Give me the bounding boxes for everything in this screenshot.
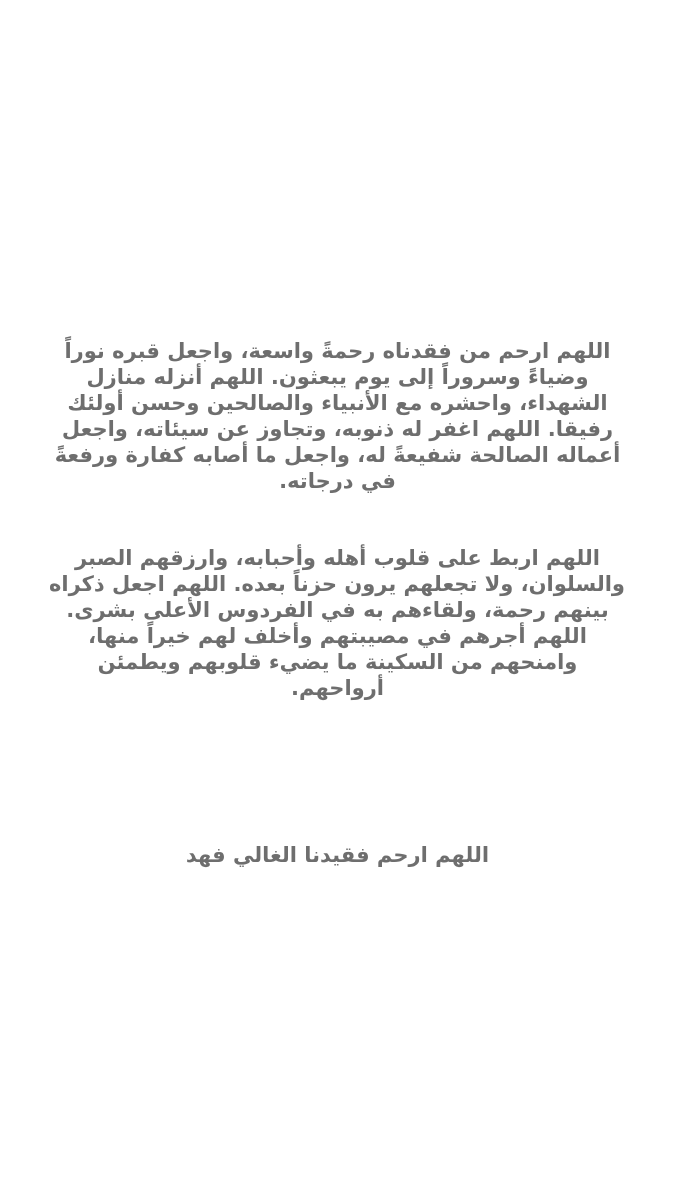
paragraph-1-line: أعماله الصالحة شفيعةً له، واجعل ما أصابه كفارة ورفعةً xyxy=(54,443,621,467)
paragraph-1-line: وضياءً وسروراً إلى يوم يبعثون. اللهم أنزله منازل xyxy=(86,365,589,389)
closing-prayer: اللهم ارحم فقيدنا الغالي فهد xyxy=(185,843,490,867)
paragraph-1-line: رفيقا. اللهم اغفر له ذنوبه، وتجاوز عن سيئاته، واجعل xyxy=(61,417,614,441)
paragraph-1-line: الشهداء، واحشره مع الأنبياء والصالحين وحسن أولئك xyxy=(67,391,608,415)
paragraph-2-line: وامنحهم من السكينة ما يضيء قلوبهم ويطمئن xyxy=(97,650,578,674)
paragraph-2-line: بينهم رحمة، ولقاءهم به في الفردوس الأعلى بشرى. xyxy=(66,598,609,622)
paragraph-1-line: في درجاته. xyxy=(279,469,396,493)
paragraph-2-line: اللهم أجرهم في مصيبتهم وأخلف لهم خيراً منها، xyxy=(88,624,587,648)
paragraph-2-line: اللهم اربط على قلوب أهله وأحبابه، وارزقهم الصبر xyxy=(74,546,600,570)
paragraph-2-line: أرواحهم. xyxy=(291,676,384,700)
condolence-paragraph-2 xyxy=(50,545,625,701)
condolence-paragraph-1 xyxy=(50,338,625,494)
paragraph-1-line: اللهم ارحم من فقدناه رحمةً واسعة، واجعل قبره نوراً xyxy=(64,339,611,363)
paragraph-2-line: والسلوان، ولا تجعلهم يرون حزناً بعده. اللهم اجعل ذكراه xyxy=(48,572,625,596)
